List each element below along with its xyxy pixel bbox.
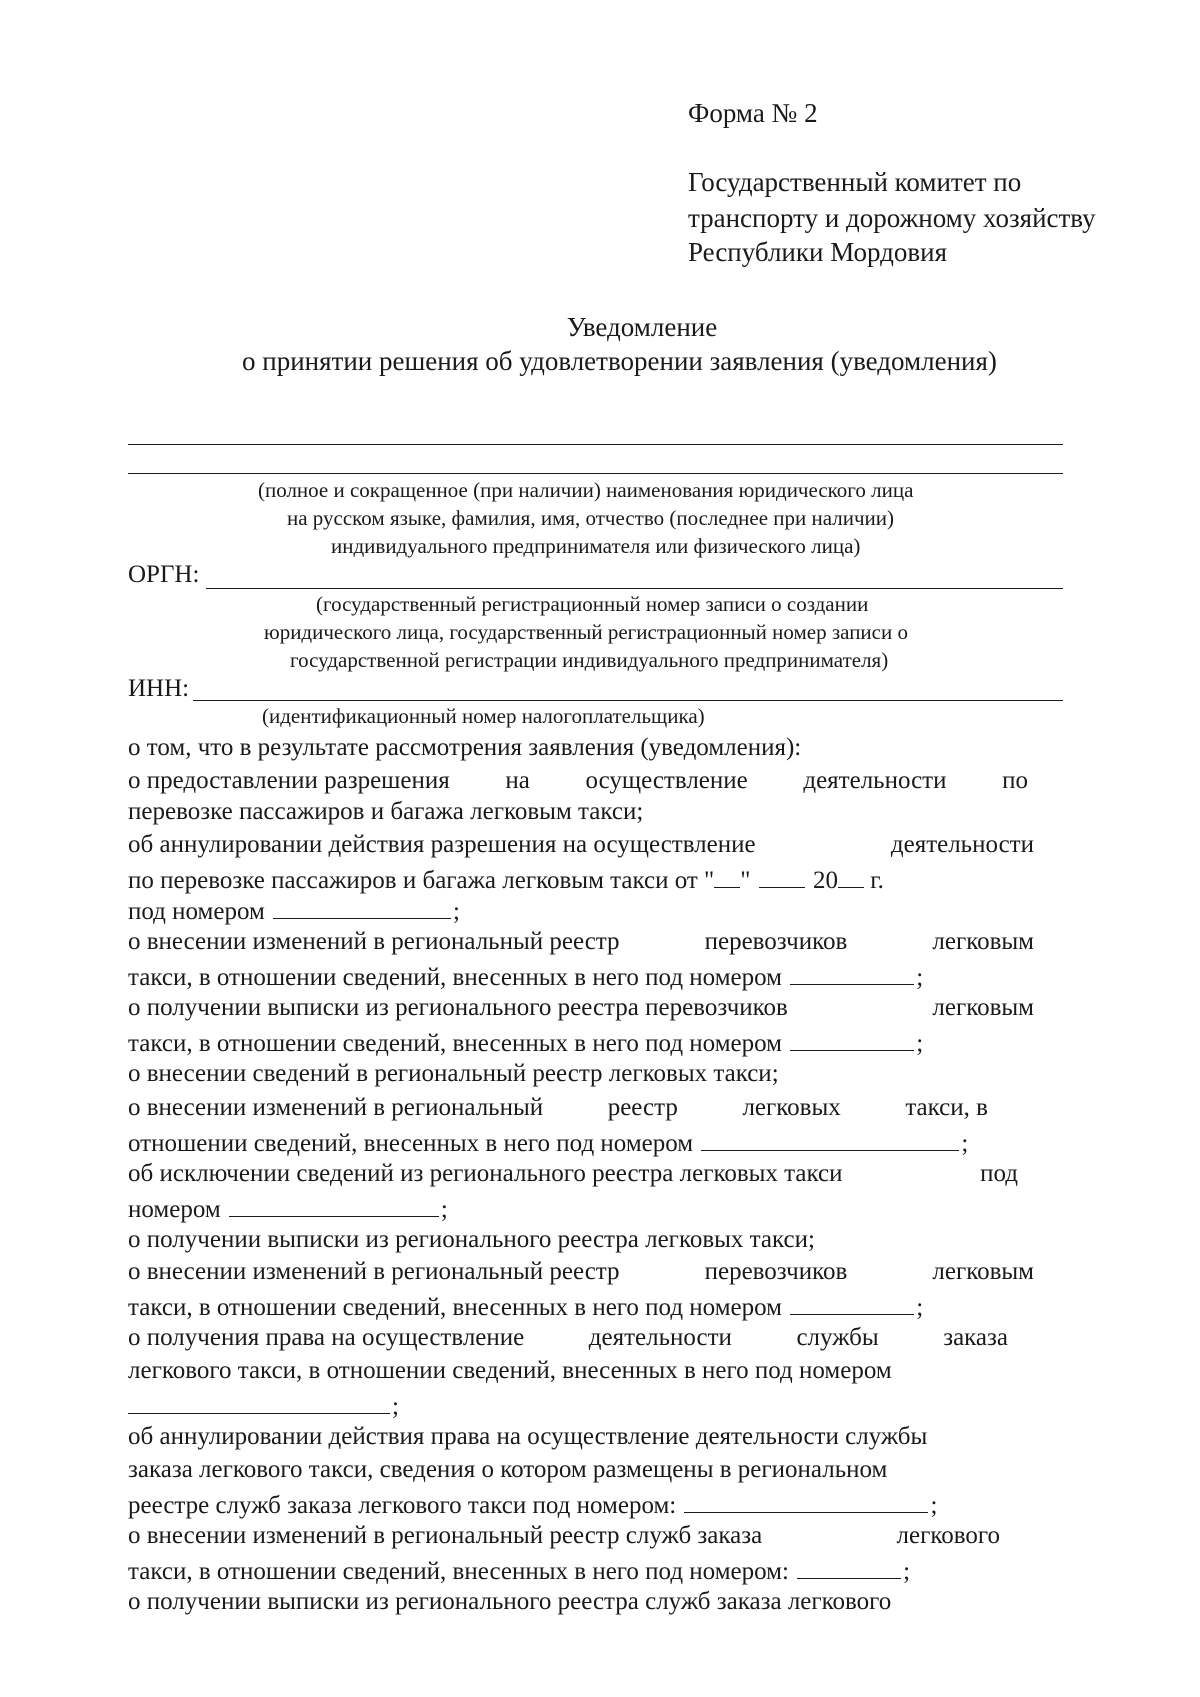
item-10-line-1: о получения права на осуществление деятельности службы заказа [128, 1324, 1008, 1351]
item-2-line-2: по перевозке пассажиров и багажа легковым такси от " " 20 г. [128, 863, 884, 896]
dispatch-right-number-field[interactable] [128, 1389, 390, 1414]
item-13: о получении выписки из регионального реестра служб заказа легкового [128, 1588, 892, 1615]
applicant-note-line-2: на русском языке, фамилия, имя, отчество (последнее при наличии) [287, 506, 894, 530]
item-2-line-3: под номером ; [128, 894, 460, 927]
document-title: Уведомление [566, 312, 718, 342]
item-8: о получении выписки из регионального реестра легковых такси; [128, 1226, 815, 1253]
form-number: Форма № 2 [688, 98, 818, 128]
item-11-line-3: реестре служб заказа легкового такси под номером: ; [128, 1488, 937, 1521]
item-9-line-2: такси, в отношении сведений, внесенных в него под номером ; [128, 1290, 923, 1323]
item-4-line-1: о получении выписки из регионального реестра перевозчиков легковым [128, 994, 1034, 1021]
dispatch-registry-number-field[interactable] [797, 1554, 901, 1579]
item-12-line-1: о внесении изменений в региональный реестр служб заказа легкового [128, 1522, 1000, 1549]
item-7-line-2: номером ; [128, 1192, 448, 1225]
permit-day-field[interactable] [714, 863, 740, 888]
item-2-line-1: об аннулировании действия разрешения на осуществление деятельности [128, 831, 1034, 858]
inn-label: ИНН: [128, 675, 190, 702]
taxi-exclusion-number-field[interactable] [229, 1192, 439, 1217]
ogrn-field[interactable] [206, 588, 1063, 589]
ogrn-note-line-1: (государственный регистрационный номер записи о создании [316, 592, 869, 616]
inn-note: (идентификационный номер налогоплательщика) [262, 704, 705, 728]
item-3-line-1: о внесении изменений в региональный реестр перевозчиков легковым [128, 928, 1034, 955]
addressee-line-1: Государственный комитет по [688, 167, 1022, 197]
item-6-line-2: отношении сведений, внесенных в него под номером ; [128, 1126, 968, 1159]
carrier-registry-number-field[interactable] [790, 960, 914, 985]
item-4-line-2: такси, в отношении сведений, внесенных в него под номером ; [128, 1026, 923, 1059]
applicant-name-line-2[interactable] [128, 473, 1063, 474]
permit-month-field[interactable] [759, 863, 805, 888]
item-11-line-1: об аннулировании действия права на осуществление деятельности службы [128, 1423, 928, 1450]
applicant-name-line-1[interactable] [128, 444, 1063, 445]
addressee-line-2: транспорту и дорожному хозяйству [688, 203, 1096, 233]
inn-field[interactable] [193, 700, 1063, 701]
item-10-line-2: легкового такси, в отношении сведений, внесенных в него под номером [128, 1357, 892, 1384]
dispatch-annul-number-field[interactable] [684, 1488, 928, 1513]
item-7-line-1: об исключении сведений из регионального реестра легковых такси под [128, 1160, 1018, 1187]
item-1-line-2: перевозке пассажиров и багажа легковым такси; [128, 798, 644, 825]
ogrn-label: ОРГН: [128, 561, 200, 588]
addressee-line-3: Республики Мордовия [688, 237, 948, 267]
permit-year-field[interactable] [838, 863, 864, 888]
item-3-line-2: такси, в отношении сведений, внесенных в него под номером ; [128, 960, 923, 993]
applicant-note-line-1: (полное и сокращенное (при наличии) наименования юридического лица [258, 478, 914, 502]
carrier-registry-number-field-2[interactable] [790, 1290, 914, 1315]
carrier-extract-number-field[interactable] [790, 1026, 914, 1051]
document-subtitle: о принятии решения об удовлетворении заявления (уведомления) [242, 346, 997, 376]
ogrn-note-line-2: юридического лица, государственный регистрационный номер записи о [264, 620, 908, 644]
taxi-registry-number-field[interactable] [701, 1126, 959, 1151]
body-intro: о том, что в результате рассмотрения заявления (уведомления): [128, 734, 802, 761]
item-5: о внесении сведений в региональный реестр легковых такси; [128, 1060, 779, 1087]
item-11-line-2: заказа легкового такси, сведения о котором размещены в региональном [128, 1456, 888, 1483]
item-6-line-1: о внесении изменений в региональный реестр легковых такси, в [128, 1094, 988, 1121]
item-1-line-1: о предоставлении разрешения на осуществление деятельности по [128, 767, 1028, 794]
item-9-line-1: о внесении изменений в региональный реестр перевозчиков легковым [128, 1258, 1034, 1285]
ogrn-note-line-3: государственной регистрации индивидуального предпринимателя) [290, 648, 889, 672]
item-12-line-2: такси, в отношении сведений, внесенных в него под номером: ; [128, 1554, 910, 1587]
applicant-note-line-3: индивидуального предпринимателя или физического лица) [331, 534, 861, 558]
permit-number-field[interactable] [273, 894, 451, 919]
item-10-line-3: ; [128, 1389, 399, 1422]
